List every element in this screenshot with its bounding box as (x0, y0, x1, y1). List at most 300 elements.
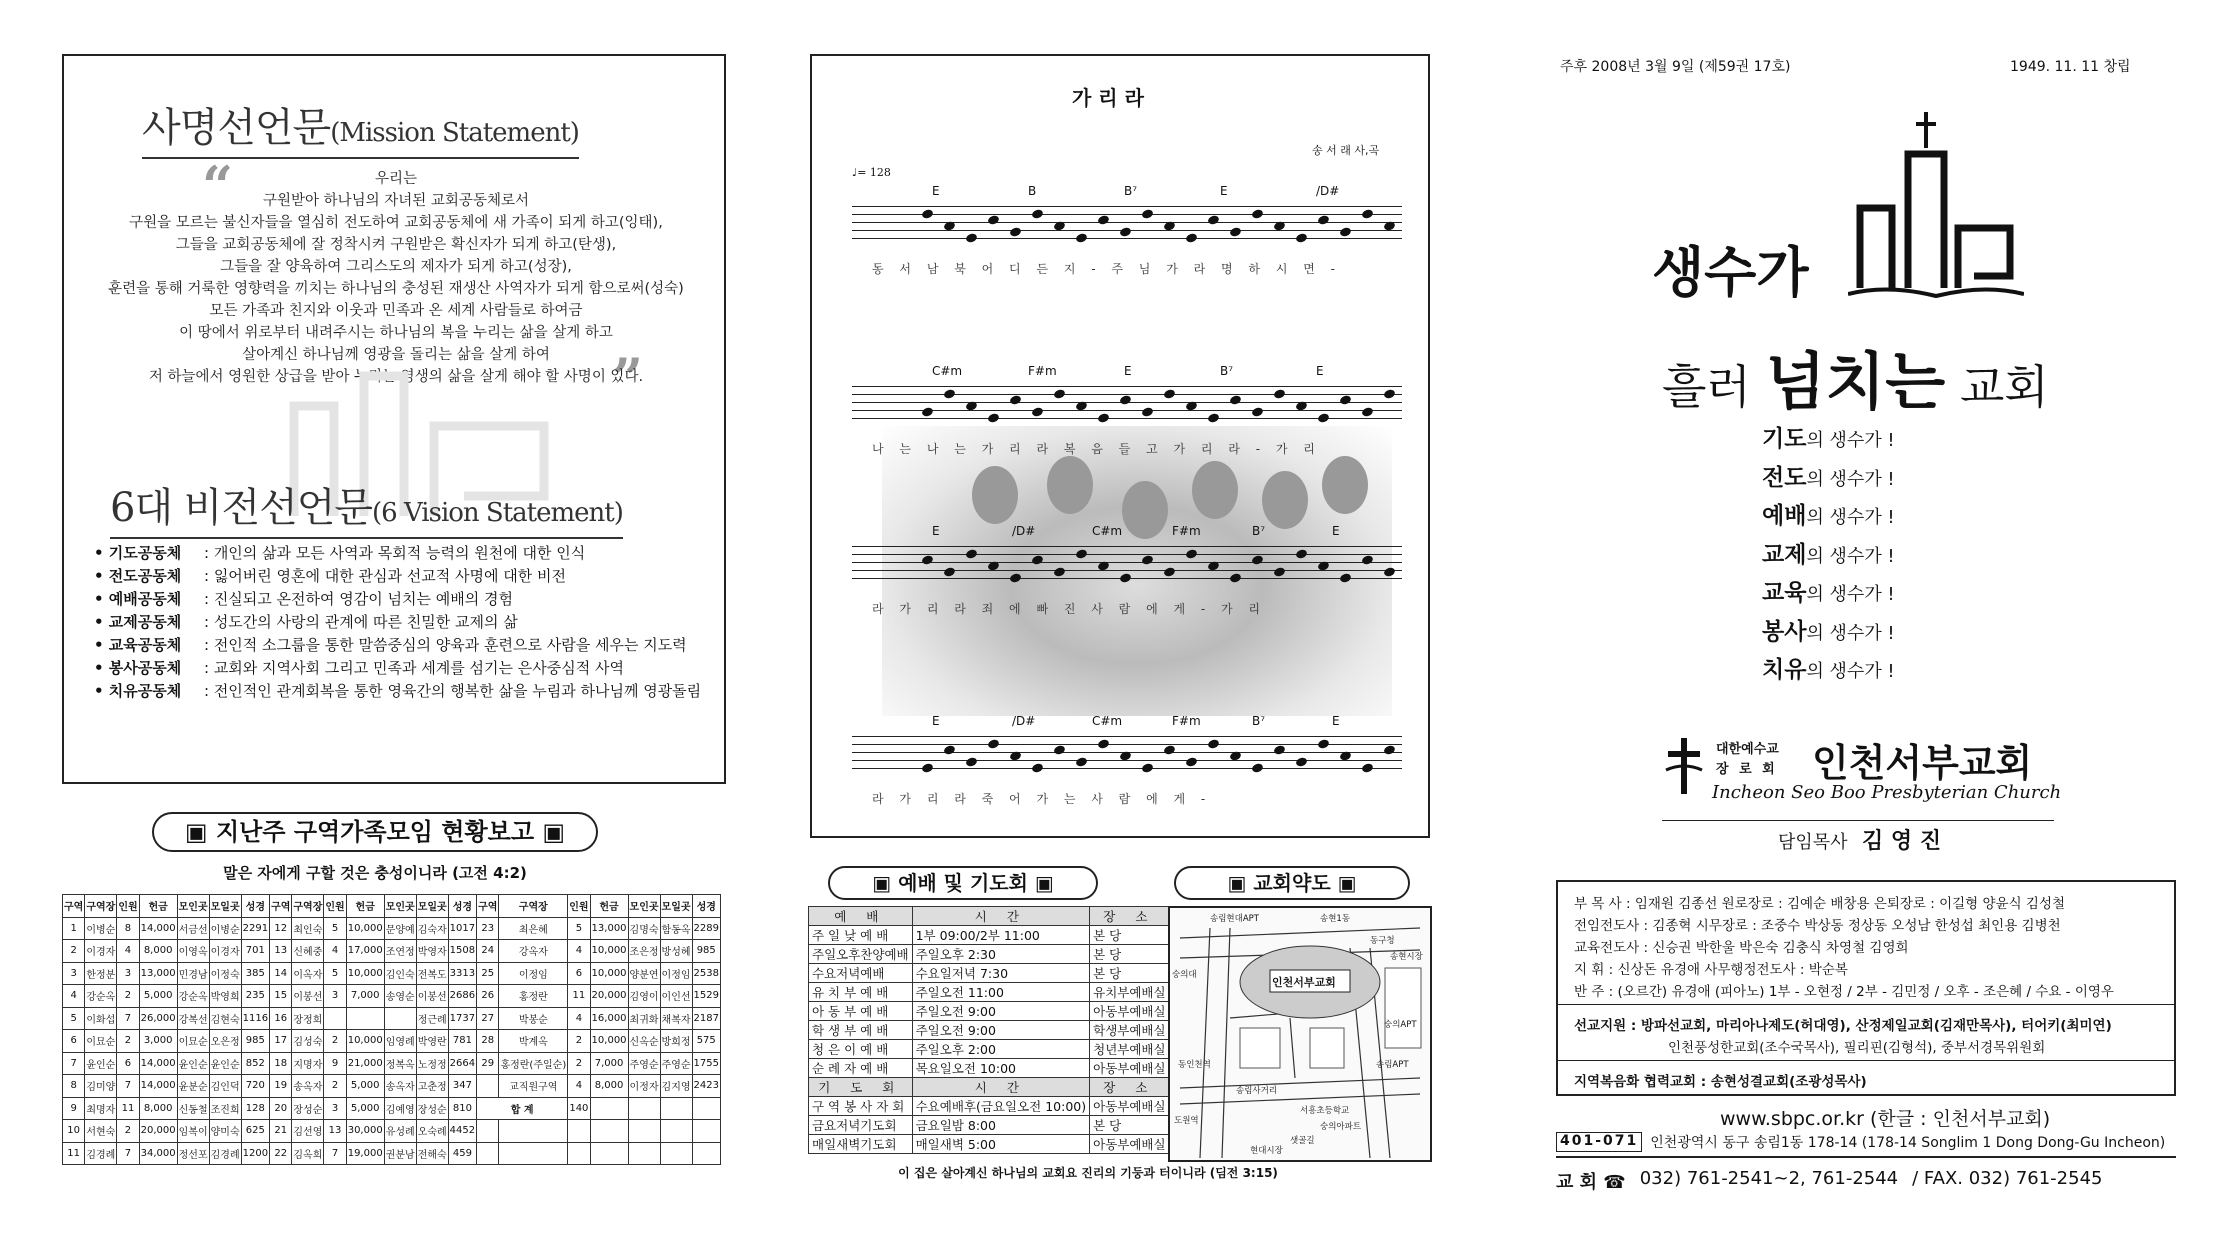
report-cell: 이정임 (499, 962, 568, 985)
worship-cell: 구 역 봉 사 자 회 (809, 1097, 913, 1116)
report-cell: 이화섭 (85, 1007, 117, 1030)
vision-item (94, 611, 714, 634)
vision-item (94, 634, 714, 657)
map-label: 숭의대 (1172, 970, 1197, 980)
music-note (1053, 388, 1066, 399)
worship-cell: 본 당 (1090, 964, 1169, 983)
vision-item-key: • 봉사공동체 (94, 659, 182, 677)
report-cell: 128 (241, 1097, 269, 1120)
worship-cell: 청년부예배실 (1090, 1040, 1169, 1059)
table-row (809, 945, 1170, 964)
report-cell: 한정분 (85, 962, 117, 985)
table-row (809, 1097, 1170, 1116)
report-cell: 5,000 (139, 985, 177, 1008)
music-note (1075, 232, 1088, 243)
report-cell: 신동철 (177, 1097, 209, 1120)
music-note (1273, 388, 1286, 399)
music-note (921, 554, 934, 565)
report-cell: 조은정 (628, 940, 660, 963)
report-cell: 이옥자 (292, 962, 324, 985)
report-cell: 이병순 (209, 917, 241, 940)
report-cell: 김미양 (85, 1075, 117, 1098)
report-cell: 8 (63, 1075, 85, 1098)
report-cell: 김경례 (85, 1142, 117, 1165)
report-cell: 27 (477, 1007, 499, 1030)
report-verse: 말은 자에게 구할 것은 충성이니라 (고전 4:2) (223, 864, 527, 882)
report-header: 성경 (692, 895, 720, 918)
map-roads (1170, 908, 1432, 1162)
report-cell: 김명숙 (628, 917, 660, 940)
music-note (1009, 394, 1022, 405)
report-header: 인원 (117, 895, 139, 918)
report-cell: 4 (568, 1007, 590, 1030)
chord-symbol: F#m (1172, 524, 1201, 538)
vision-item-value: : 전인적인 관계회복을 통한 영육간의 행복한 삶을 누림과 하나님께 영광돌림 (204, 682, 702, 700)
report-cell (346, 1007, 384, 1030)
chord-symbol: E (932, 714, 940, 728)
worship-cell: 주일오전 9:00 (912, 1021, 1090, 1040)
report-cell: 22 (270, 1142, 292, 1165)
map-label: 동인천역 (1178, 1060, 1211, 1070)
report-cell: 4 (568, 1075, 590, 1098)
table-row (809, 926, 1170, 945)
report-cell: 최귀화 (628, 1007, 660, 1030)
report-table (62, 894, 721, 1165)
report-cell: 송옥자 (384, 1075, 416, 1098)
music-note (1273, 744, 1286, 755)
report-cell: 9 (324, 1052, 346, 1075)
address-row (1556, 1132, 2176, 1158)
slogan-word: 예배 (1762, 503, 1807, 529)
chord-symbol: B (1028, 184, 1037, 198)
worship-cell: 수요예배후(금요일오전 10:00) (912, 1097, 1090, 1116)
music-note (1317, 738, 1330, 749)
music-note (1207, 738, 1220, 749)
report-cell: 2 (324, 1075, 346, 1098)
report-cell: 17,000 (346, 940, 384, 963)
cross-logo-icon (1662, 736, 1706, 796)
report-cell: 김숙자 (416, 917, 448, 940)
report-cell: 1200 (241, 1142, 269, 1165)
worship-cell: 아동부예배실 (1090, 1059, 1169, 1078)
report-cell: 3313 (448, 962, 476, 985)
worship-header: 기 도 회 (809, 1078, 913, 1097)
report-cell: 235 (241, 985, 269, 1008)
report-cell: 11 (568, 985, 590, 1008)
table-row (63, 1075, 721, 1098)
staff-line: 반 주 : (오르간) 유경애 (피아노) 1부 - 오현정 / 2부 - 김민정 / 오후 - 조은혜 / 수요 - 이영우 (1574, 984, 2114, 1000)
music-note (1075, 548, 1088, 559)
table-row (809, 1021, 1170, 1040)
report-cell: 정선포 (177, 1142, 209, 1165)
music-note (1031, 406, 1044, 417)
report-cell: 함동옥 (660, 917, 692, 940)
vision-title: 6대 비전선언문(6 Vision Statement) (110, 476, 623, 539)
close-quote-icon: ” (612, 346, 644, 410)
report-cell: 박영희 (209, 985, 241, 1008)
chord-symbol: C#m (1092, 714, 1123, 728)
chord-symbol: E (1220, 184, 1228, 198)
report-cell: 강옥자 (499, 940, 568, 963)
music-note (1031, 554, 1044, 565)
report-cell: 2 (117, 1030, 139, 1053)
map-label: 숭의APT (1384, 1020, 1417, 1030)
chord-symbol: E (932, 524, 940, 538)
report-cell: 전복도 (416, 962, 448, 985)
worship-cell: 아동부예배실 (1090, 1135, 1169, 1154)
report-cell: 4 (117, 940, 139, 963)
music-note (1119, 394, 1132, 405)
slogan (1762, 459, 2002, 492)
zip-code: 401-071 (1556, 1132, 1642, 1152)
report-header: 헌금 (346, 895, 384, 918)
vision-item (94, 588, 714, 611)
song-lyric: 나 는 나 는 가 리 라 복 음 들 고 가 리 라 - 가 리 (872, 442, 1321, 456)
report-cell: 810 (448, 1097, 476, 1120)
music-note (1141, 406, 1154, 417)
report-cell: 윤분순 (177, 1075, 209, 1098)
music-note (1185, 232, 1198, 243)
music-note (1361, 406, 1374, 417)
report-cell: 2 (63, 940, 85, 963)
report-header: 헌금 (139, 895, 177, 918)
staff (852, 736, 1402, 770)
mission-support: 선교지원 : 방파선교회, 마리아나제도(허대영), 산정제일교회(김재만목사), 터어키(최미연) (1574, 1018, 2112, 1034)
report-cell: 2187 (692, 1007, 720, 1030)
report-cell: 박계옥 (499, 1030, 568, 1053)
report-cell: 8,000 (590, 1075, 628, 1098)
music-note (943, 388, 956, 399)
church-name: 인천서부교회 (1812, 741, 2033, 785)
report-cell: 2538 (692, 962, 720, 985)
report-cell: 2 (117, 985, 139, 1008)
chord-symbol: F#m (1028, 364, 1057, 378)
report-cell: 13 (324, 1120, 346, 1143)
regional-partner: 지역복음화 협력교회 : 송현성결교회(조광성목사) (1574, 1074, 1867, 1090)
report-cell: 9 (63, 1097, 85, 1120)
music-note (1295, 756, 1308, 767)
report-cell: 21 (270, 1120, 292, 1143)
table-row (63, 1052, 721, 1075)
report-cell: 11 (117, 1097, 139, 1120)
report-cell: 권분남 (384, 1142, 416, 1165)
report-cell: 1017 (448, 917, 476, 940)
worship-cell: 아 동 부 예 배 (809, 1002, 913, 1021)
report-cell: 오은정 (209, 1030, 241, 1053)
mission-line: 구원을 모르는 불신자들을 열심히 전도하여 교회공동체에 새 가족이 되게 하고(잉태), (129, 215, 663, 231)
table-row (63, 1120, 721, 1143)
report-cell: 10,000 (346, 1030, 384, 1053)
worship-cell: 유치부예배실 (1090, 983, 1169, 1002)
report-cell: 701 (241, 940, 269, 963)
tel-number: 032) 761-2541~2, 761-2544 (1639, 1168, 1899, 1189)
mission-support-2: 인천풍성한교회(조수국목사), 필리핀(김형석), 중부서경목위원회 (1668, 1040, 2046, 1056)
report-cell: 이정자 (628, 1075, 660, 1098)
report-cell: 15 (270, 985, 292, 1008)
song-lyric: 동 서 남 북 어 디 든 지 - 주 님 가 라 명 하 시 면 - (872, 262, 1341, 276)
music-note (965, 756, 978, 767)
report-header: 모인곳 (384, 895, 416, 918)
music-note (1251, 554, 1264, 565)
slogan-suffix: 의 생수가 ! (1806, 507, 1895, 528)
report-cell: 20,000 (139, 1120, 177, 1143)
denomination-1: 대한예수교 (1716, 742, 1779, 757)
worship-cell: 목요일오전 10:00 (912, 1059, 1090, 1078)
chord-symbol: E (1332, 714, 1340, 728)
staff-line: 지 휘 : 신상돈 유경애 사무행정전도사 : 박순복 (1574, 962, 1848, 978)
report-cell: 14 (270, 962, 292, 985)
report-cell: 서금선 (177, 917, 209, 940)
report-cell: 임영례 (384, 1030, 416, 1053)
chord-symbol: B⁷ (1252, 524, 1266, 538)
music-note (1031, 208, 1044, 219)
music-note (1229, 394, 1242, 405)
music-note (1097, 738, 1110, 749)
report-cell: 985 (241, 1030, 269, 1053)
worship-header: 장 소 (1090, 907, 1169, 926)
report-cell: 3,000 (139, 1030, 177, 1053)
mission-line: 우리는 (374, 171, 418, 187)
report-cell: 12 (270, 917, 292, 940)
music-note (1075, 756, 1088, 767)
report-cell: 이정숙 (209, 962, 241, 985)
worship-header-row (809, 1078, 1170, 1097)
slogan (1762, 613, 2002, 646)
map-label: 동구청 (1370, 936, 1395, 946)
mission-line: 구원받아 하나님의 자녀된 교회공동체로서 (263, 193, 529, 209)
report-cell: 26 (477, 985, 499, 1008)
vision-item-key: • 치유공동체 (94, 682, 182, 700)
report-cell: 주영순 (660, 1052, 692, 1075)
report-cell: 4452 (448, 1120, 476, 1143)
report-cell: 13 (270, 940, 292, 963)
report-cell: 문양예 (384, 917, 416, 940)
report-cell: 3 (324, 1097, 346, 1120)
worship-cell: 주일오후 2:00 (912, 1040, 1090, 1059)
music-note (1185, 548, 1198, 559)
worship-cell: 청 은 이 예 배 (809, 1040, 913, 1059)
table-row (63, 1007, 721, 1030)
report-header: 성경 (448, 895, 476, 918)
report-cell: 20 (270, 1097, 292, 1120)
report-cell: 2 (324, 1030, 346, 1053)
map-title: ▣ 교회약도 ▣ (1174, 866, 1410, 900)
music-note (943, 744, 956, 755)
music-note (1317, 214, 1330, 225)
worship-cell: 학생부예배실 (1090, 1021, 1169, 1040)
music-note (1119, 226, 1132, 237)
report-cell: 18 (270, 1052, 292, 1075)
table-row (809, 1002, 1170, 1021)
slogan-word: 교육 (1762, 580, 1807, 606)
worship-cell: 주일오후찬양예배 (809, 945, 913, 964)
founded-date: 1949. 11. 11 창립 (2010, 59, 2131, 75)
report-cell: 17 (270, 1030, 292, 1053)
report-cell: 윤인순 (177, 1052, 209, 1075)
report-cell: 5,000 (346, 1097, 384, 1120)
report-header: 인원 (568, 895, 590, 918)
worship-cell: 본 당 (1090, 945, 1169, 964)
music-note (1251, 762, 1264, 773)
vision-item-value: : 잃어버린 영혼에 대한 관심과 선교적 사명에 대한 비전 (204, 567, 566, 585)
report-cell: 2664 (448, 1052, 476, 1075)
chord-symbol: E (932, 184, 940, 198)
report-cell: 4 (324, 940, 346, 963)
slogan-word: 봉사 (1762, 618, 1807, 645)
report-cell: 지명자 (292, 1052, 324, 1075)
report-header: 모인곳 (177, 895, 209, 918)
report-cell: 29 (477, 1052, 499, 1075)
report-cell: 이묘순 (177, 1030, 209, 1053)
report-header: 구역 (63, 895, 85, 918)
worship-cell: 금요저녁기도회 (809, 1116, 913, 1135)
report-cell: 16 (270, 1007, 292, 1030)
slogan-suffix: 의 생수가 ! (1806, 622, 1895, 644)
report-cell: 10,000 (590, 940, 628, 963)
report-cell: 조진희 (209, 1097, 241, 1120)
music-note (921, 208, 934, 219)
report-header: 헌금 (590, 895, 628, 918)
report-cell: 7 (117, 1007, 139, 1030)
vision-item (94, 680, 714, 703)
music-note (965, 548, 978, 559)
worship-cell: 유 치 부 예 배 (809, 983, 913, 1002)
music-note (921, 406, 934, 417)
music-note (1361, 554, 1374, 565)
music-note (1141, 554, 1154, 565)
slogan (1762, 651, 2002, 684)
report-cell: 3 (63, 962, 85, 985)
report-cell: 385 (241, 962, 269, 985)
report-cell: 5 (324, 962, 346, 985)
report-title: ▣ 지난주 구역가족모임 현황보고 ▣ (152, 812, 598, 852)
map-label: 현대시장 (1250, 1146, 1283, 1156)
worship-cell: 주일오전 9:00 (912, 1002, 1090, 1021)
worship-cell: 주일오후 2:30 (912, 945, 1090, 964)
report-cell: 21,000 (346, 1052, 384, 1075)
report-cell: 2686 (448, 985, 476, 1008)
report-cell: 전해숙 (416, 1142, 448, 1165)
report-cell: 김영이 (628, 985, 660, 1008)
report-cell: 459 (448, 1142, 476, 1165)
report-cell: 26,000 (139, 1007, 177, 1030)
vision-item-value: : 진실되고 온전하여 영감이 넘치는 예배의 경험 (204, 590, 513, 608)
chord-symbol: E (1316, 364, 1324, 378)
report-cell: 최명자 (85, 1097, 117, 1120)
vision-list (94, 542, 714, 703)
map-label: 송현시장 (1390, 952, 1423, 962)
report-cell: 강순옥 (177, 985, 209, 1008)
report-header: 구역장 (499, 895, 568, 918)
report-cell: 19 (270, 1075, 292, 1098)
report-cell (384, 1007, 416, 1030)
slogan-word: 전도 (1762, 464, 1807, 491)
music-note (1295, 232, 1308, 243)
report-cell: 민경남 (177, 962, 209, 985)
music-note (1383, 566, 1396, 577)
vision-item-key: • 예배공동체 (94, 590, 182, 608)
report-cell: 2291 (241, 917, 269, 940)
music-note (1339, 226, 1352, 237)
report-cell: 347 (448, 1075, 476, 1098)
report-cell: 7 (117, 1142, 139, 1165)
report-cell: 28 (477, 1030, 499, 1053)
report-cell: 교직원구역 (499, 1075, 568, 1098)
mission-line: 그들을 교회공동체에 잘 정착시켜 구원받은 확신자가 되게 하고(탄생), (175, 237, 617, 253)
mission-line: 저 하늘에서 영원한 상급을 받아 누리는 영생의 삶을 살게 해야 할 사명이 있다. (148, 369, 644, 385)
music-note (1053, 744, 1066, 755)
report-cell: 이묘순 (85, 1030, 117, 1053)
slogan (1762, 536, 2002, 569)
report-cell: 장성순 (292, 1097, 324, 1120)
report-cell: 박영자 (416, 940, 448, 963)
report-cell: 정복옥 (384, 1052, 416, 1075)
report-cell: 조연정 (384, 940, 416, 963)
report-cell: 5 (568, 917, 590, 940)
report-header: 모일곳 (416, 895, 448, 918)
report-cell: 16,000 (590, 1007, 628, 1030)
staff-box (1556, 880, 2176, 1096)
worship-cell: 주 일 낮 예 배 (809, 926, 913, 945)
report-cell: 1116 (241, 1007, 269, 1030)
mission-line: 이 땅에서 위로부터 내려주시는 하나님의 복을 누리는 삶을 살게 하고 (179, 325, 613, 341)
vision-item-value: : 전인적 소그룹을 통한 말씀중심의 양육과 훈련으로 사람을 세우는 지도력 (204, 636, 687, 654)
song-composer: 송 서 래 사,곡 (1312, 144, 1380, 157)
report-cell: 신옥순 (628, 1030, 660, 1053)
report-cell: 852 (241, 1052, 269, 1075)
worship-header-row (809, 907, 1170, 926)
song-title: 가 리 라 (1072, 86, 1144, 110)
report-cell: 김경례 (209, 1142, 241, 1165)
music-note (1053, 566, 1066, 577)
music-note (987, 412, 1000, 423)
report-cell: 이봉선 (292, 985, 324, 1008)
report-cell: 송옥자 (292, 1075, 324, 1098)
report-cell: 5 (324, 917, 346, 940)
music-note (1031, 762, 1044, 773)
church-map (1168, 906, 1432, 1162)
music-note (1141, 208, 1154, 219)
music-note (1273, 566, 1286, 577)
table-row (63, 940, 721, 963)
mission-line: 훈련을 통해 거룩한 영향력을 끼치는 하나님의 충성된 재생산 사역자가 되게 함으로써(성숙) (108, 281, 684, 297)
report-cell: 김예영 (384, 1097, 416, 1120)
music-note (1251, 208, 1264, 219)
music-note (1163, 388, 1176, 399)
vision-item-value: : 성도간의 사랑의 관계에 따른 친밀한 교제의 삶 (204, 613, 518, 631)
report-cell: 720 (241, 1075, 269, 1098)
report-cell: 양분연 (628, 962, 660, 985)
report-cell: 781 (448, 1030, 476, 1053)
issue-date: 주후 2008년 3월 9일 (제59권 17호) (1560, 59, 1791, 75)
report-cell: 13,000 (590, 917, 628, 940)
music-note (1207, 214, 1220, 225)
map-label: 송림APT (1376, 1060, 1409, 1070)
church-english-name: Incheon Seo Boo Presbyterian Church (1712, 782, 2062, 803)
report-cell: 송영순 (384, 985, 416, 1008)
headline-line1: 생수가 (1652, 241, 1809, 304)
report-header: 구역 (270, 895, 292, 918)
worship-cell: 아동부예배실 (1090, 1002, 1169, 1021)
report-cell: 1737 (448, 1007, 476, 1030)
report-cell: 방성혜 (660, 940, 692, 963)
total-value: 140 (568, 1097, 590, 1120)
table-row (63, 962, 721, 985)
report-cell: 13,000 (139, 962, 177, 985)
chord-symbol: F#m (1172, 714, 1201, 728)
report-cell: 4 (63, 985, 85, 1008)
report-cell: 강복선 (177, 1007, 209, 1030)
